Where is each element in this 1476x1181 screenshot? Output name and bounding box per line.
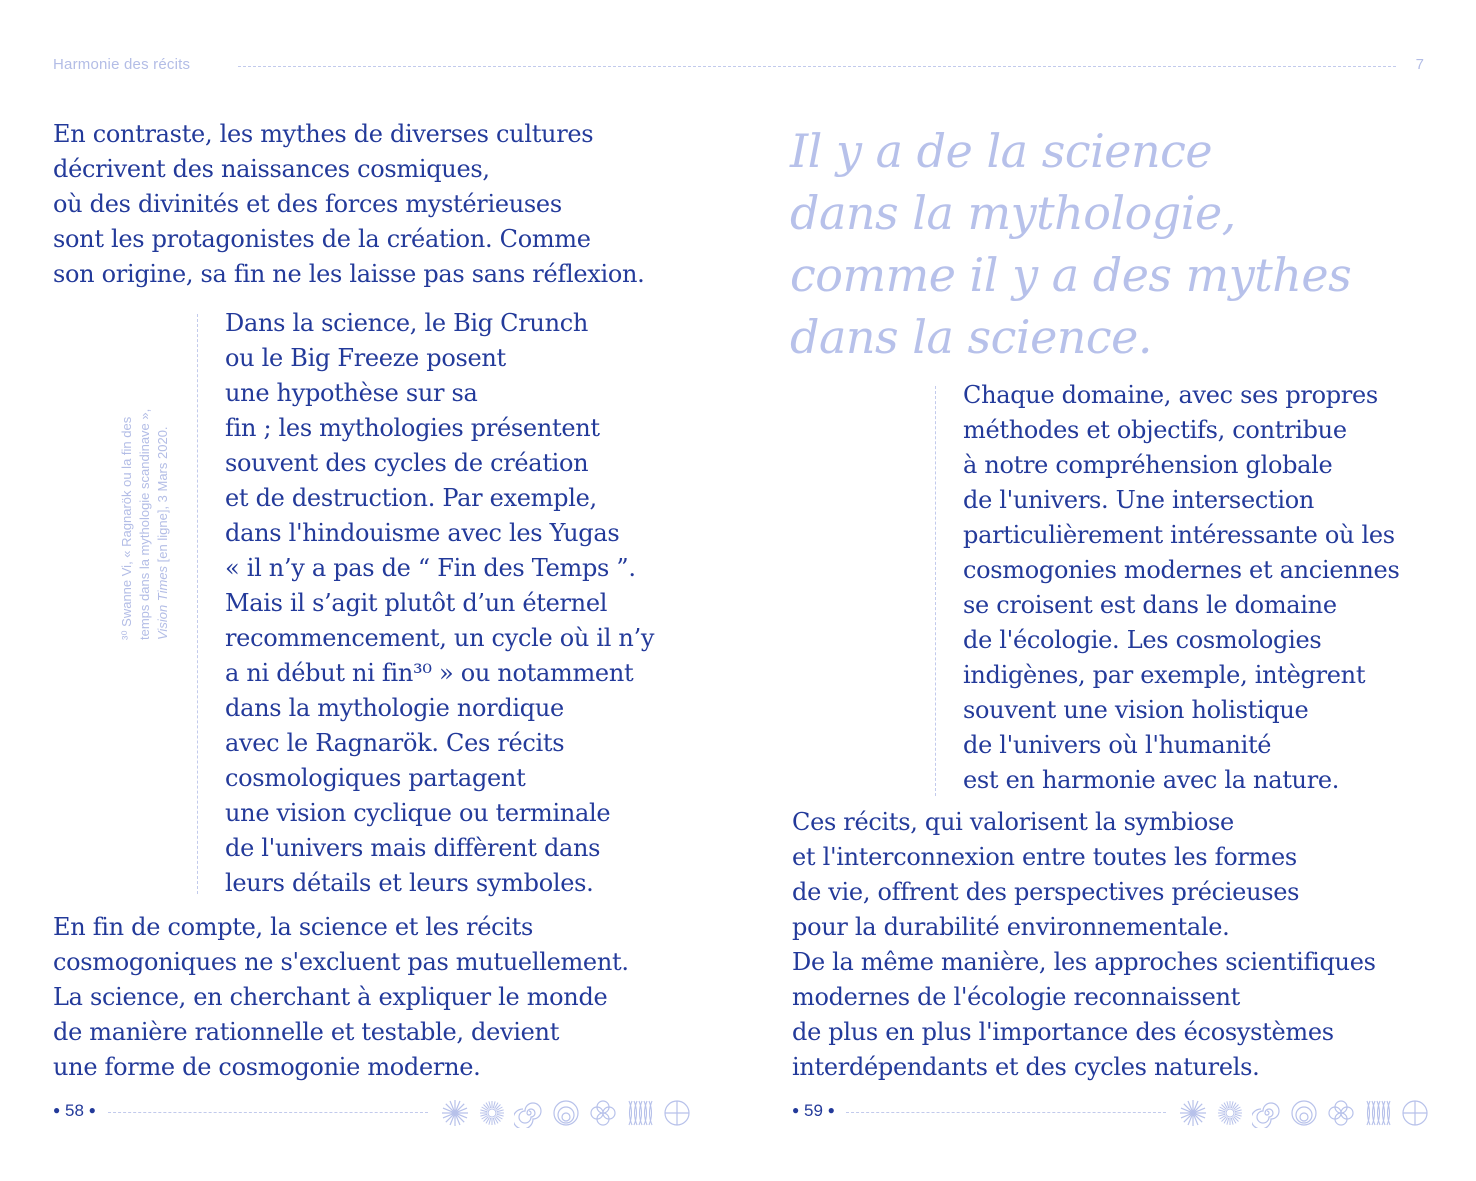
text-line: cosmogonies modernes et anciennes (963, 556, 1400, 584)
spiral-icon (514, 1098, 544, 1128)
left-footer-ornaments (440, 1098, 692, 1128)
footnote-line: ³⁰ Swanne Vi, « Ragnarök ou la fin des (119, 416, 134, 640)
sidenote-30 (118, 320, 178, 640)
text-line: dans la mythologie nordique (225, 694, 564, 722)
left-indented-paragraph (225, 306, 654, 901)
footnote-line: temps dans la mythologie scandinave », (137, 408, 152, 640)
text-line: cosmogoniques ne s'excluent pas mutuellement. (53, 948, 629, 976)
text-line: où des divinités et des forces mystérieuses (53, 190, 562, 218)
header-page-number: 7 (1415, 56, 1424, 73)
text-line: fin ; les mythologies présentent (225, 414, 600, 442)
text-line: son origine, sa fin ne les laisse pas sans réflexion. (53, 260, 645, 288)
text-line: est en harmonie avec la nature. (963, 766, 1340, 794)
text-line: recommencement, un cycle où il n’y (225, 624, 655, 652)
left-closing-paragraph (53, 910, 629, 1085)
text-line: Chaque domaine, avec ses propres (963, 381, 1378, 409)
pull-quote (790, 120, 1351, 368)
text-line: souvent une vision holistique (963, 696, 1309, 724)
text-line: une hypothèse sur sa (225, 379, 478, 407)
right-indented-paragraph (963, 378, 1399, 798)
text-line: Mais il s’agit plutôt d’un éternel (225, 589, 608, 617)
quatrefoil-icon (588, 1098, 618, 1128)
right-page-number: 59 (803, 1101, 823, 1120)
footnote-line (154, 320, 172, 640)
text-line: décrivent des naissances cosmiques, (53, 155, 490, 183)
right-closing-paragraph (792, 805, 1376, 1085)
text-line: et l'interconnexion entre toutes les formes (792, 843, 1297, 871)
quote-line: dans la science. (790, 310, 1153, 364)
quote-line: dans la mythologie, (790, 186, 1236, 240)
starburst-icon (440, 1098, 470, 1128)
sun-rays-icon (1215, 1098, 1245, 1128)
text-line: La science, en cherchant à expliquer le monde (53, 983, 608, 1011)
text-line: ou le Big Freeze posent (225, 344, 506, 372)
text-line: leurs détails et leurs symboles. (225, 869, 594, 897)
text-line: En fin de compte, la science et les récits (53, 913, 533, 941)
text-line: cosmologiques partagent (225, 764, 526, 792)
woven-lines-icon (1363, 1098, 1393, 1128)
text-line: interdépendants et des cycles naturels. (792, 1053, 1260, 1081)
text-line: et de destruction. Par exemple, (225, 484, 597, 512)
running-header-title: Harmonie des récits (53, 56, 191, 73)
footnote-source-date: [en ligne], 3 Mars 2020. (155, 426, 170, 566)
text-line: de vie, offrent des perspectives précieuses (792, 878, 1300, 906)
concentric-arcs-icon (551, 1098, 581, 1128)
text-line: sont les protagonistes de la création. Comme (53, 225, 591, 253)
text-line: se croisent est dans le domaine (963, 591, 1337, 619)
text-line: une forme de cosmogonie moderne. (53, 1053, 481, 1081)
left-footer-rule (108, 1112, 428, 1113)
text-line: souvent des cycles de création (225, 449, 589, 477)
right-footer-rule (846, 1112, 1166, 1113)
text-line: une vision cyclique ou terminale (225, 799, 611, 827)
text-line: avec le Ragnarök. Ces récits (225, 729, 565, 757)
footnote-source-title: Vision Times (155, 565, 170, 640)
text-line: En contraste, les mythes de diverses cultures (53, 120, 594, 148)
text-line: Dans la science, le Big Crunch (225, 309, 589, 337)
text-line: de l'univers où l'humanité (963, 731, 1272, 759)
text-line: Ces récits, qui valorisent la symbiose (792, 808, 1234, 836)
text-line: a ni début ni fin³⁰ » ou notamment (225, 659, 634, 687)
text-line: de l'écologie. Les cosmologies (963, 626, 1322, 654)
left-page-folio: ● 58 ● (53, 1101, 96, 1120)
sun-rays-icon (477, 1098, 507, 1128)
globe-icon (1400, 1098, 1430, 1128)
header-dashed-rule (238, 66, 1396, 67)
text-line: méthodes et objectifs, contribue (963, 416, 1347, 444)
woven-lines-icon (625, 1098, 655, 1128)
right-footer-ornaments (1178, 1098, 1430, 1128)
quatrefoil-icon (1326, 1098, 1356, 1128)
text-line: de l'univers. Une intersection (963, 486, 1315, 514)
left-intro-paragraph (53, 117, 644, 292)
text-line: De la même manière, les approches scientifiques (792, 948, 1376, 976)
text-line: pour la durabilité environnementale. (792, 913, 1230, 941)
spiral-icon (1252, 1098, 1282, 1128)
left-page-number: 58 (64, 1101, 84, 1120)
text-line: dans l'hindouisme avec les Yugas (225, 519, 620, 547)
text-line: modernes de l'écologie reconnaissent (792, 983, 1241, 1011)
text-line: de l'univers mais diffèrent dans (225, 834, 601, 862)
text-line: à notre compréhension globale (963, 451, 1333, 479)
text-line: indigènes, par exemple, intègrent (963, 661, 1366, 689)
globe-icon (662, 1098, 692, 1128)
text-line: particulièrement intéressante où les (963, 521, 1395, 549)
concentric-arcs-icon (1289, 1098, 1319, 1128)
right-dashed-divider (935, 386, 936, 796)
text-line: de manière rationnelle et testable, devient (53, 1018, 560, 1046)
quote-line: comme il y a des mythes (790, 248, 1352, 302)
starburst-icon (1178, 1098, 1208, 1128)
left-dashed-divider (197, 314, 198, 894)
text-line: « il n’y a pas de “ Fin des Temps ”. (225, 554, 636, 582)
right-page-folio: ● 59 ● (792, 1101, 835, 1120)
text-line: de plus en plus l'importance des écosystèmes (792, 1018, 1334, 1046)
quote-line: Il y a de la science (790, 124, 1213, 178)
